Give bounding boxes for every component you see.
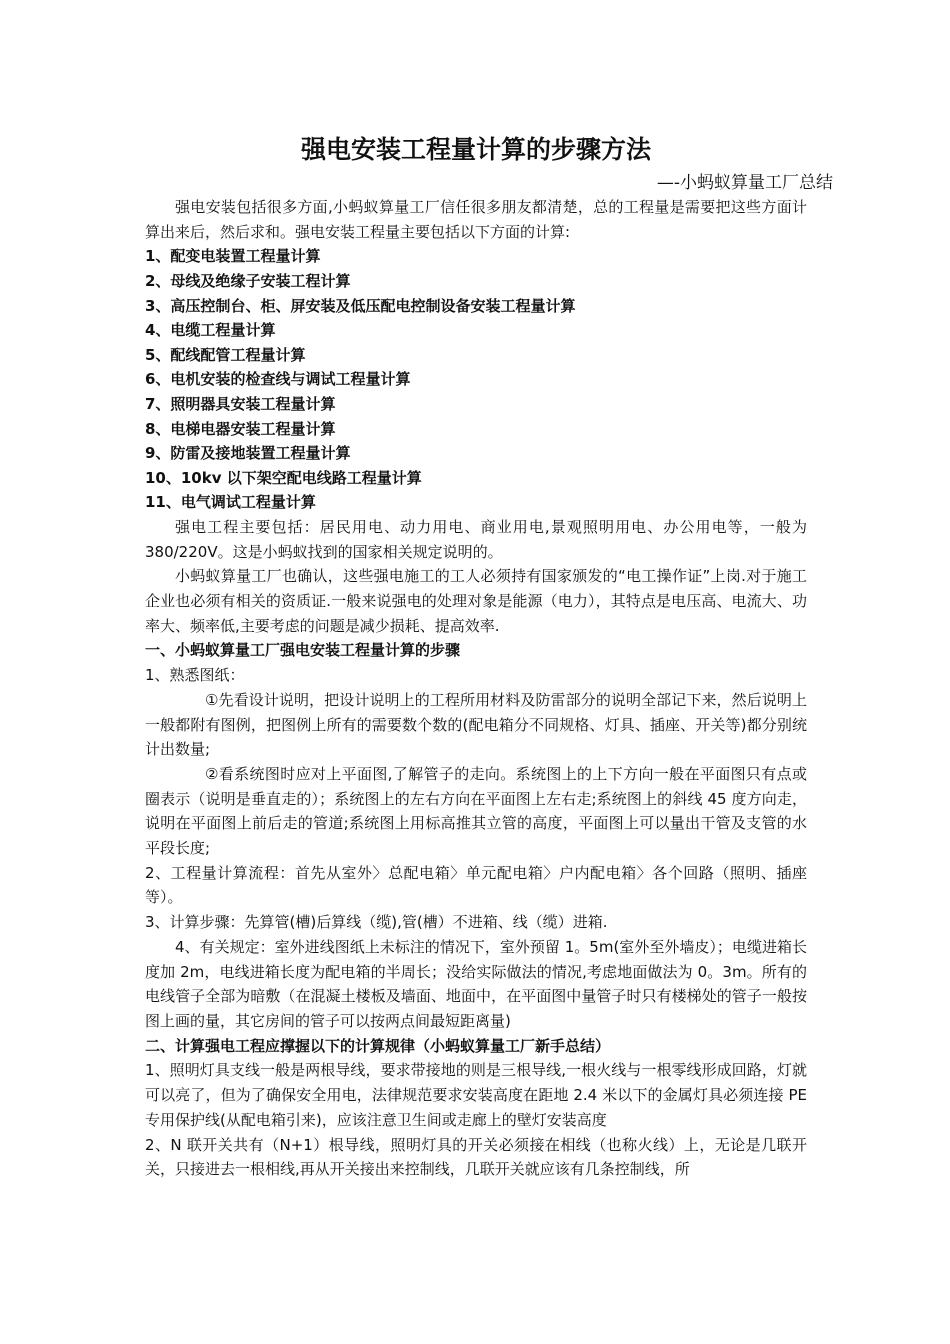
section-heading-rules: 二、计算强电工程应撑握以下的计算规律（小蚂蚁算量工厂新手总结） [145,1036,611,1055]
rule-2: 2、N 联开关共有（N+1）根导线，照明灯具的开关必须接在相线（也称火线）上，无论是几联开关，只接进去一根相线,再从开关接出来控制线，几联开关就应该有几条控制线，所 [145,1135,807,1179]
list-item: 3、高压控制台、柜、屏安装及低压配电控制设备安装工程量计算 [145,296,576,315]
intro-paragraph: 强电安装包括很多方面,小蚂蚁算量工厂信任很多朋友都清楚，总的工程量是需要把这些方面计算出来后，然后求和。强电安装工程量主要包括以下方面的计算: [145,198,807,241]
list-item: 8、电梯电器安装工程量计算 [145,419,336,438]
document-title: 强电安装工程量计算的步骤方法 [300,135,651,164]
list-item: 6、电机安装的检查线与调试工程量计算 [145,370,411,389]
list-item: 1、配变电装置工程量计算 [145,247,321,266]
certificate-paragraph: 小蚂蚁算量工厂也确认，这些强电施工的工人必须持有国家颁发的“电工操作证”上岗.对于施工企业也必须有相关的资质证.一般来说强电的处理对象是能源（电力），其特点是电压高、电流大、功率大、频率低,主要考虑的问题是减少损耗、提高效率. [145,567,807,635]
document-byline: —-小蚂蚁算量工厂总结 [656,173,833,193]
calculation-list [145,244,807,515]
list-item: 7、照明器具安装工程量计算 [145,394,336,413]
main-paragraph: 强电工程主要包括：居民用电、动力用电、商业用电,景观照明用电、办公用电等，一般为 380/220V。这是小蚂蚁找到的国家相关规定说明的。 [145,517,807,561]
section-heading-steps: 一、小蚂蚁算量工厂强电安装工程量计算的步骤 [145,641,461,660]
step-1b: ②看系统图时应对上平面图,了解管子的走向。系统图上的上下方向一般在平面图只有点或圈表示（说明是垂直走的）；系统图上的左右方向在平面图上左右走;系统图上的斜线 45 度方向走，说明在平面图上前后走的管道;系统图上用标高推其立管的高度，平面图上可以量出干管及支管的水平段长度; [145,764,807,858]
step-4: 4、有关规定：室外进线图纸上未标注的情况下，室外预留 1。5m(室外至外墙皮）；电缆进箱长度加 2m，电线进箱长度为配电箱的半周长；没给实际做法的情况,考虑地面做法为 0。3m。所有的电线管子全部为暗敷（在混凝土楼板及墙面、地面中，在平面图中量管子时只有楼梯处的管子一般按图上画的量，其它房间的管子可以按两点间最短距离量) [145,937,807,1030]
list-item: 2、母线及绝缘子安装工程计算 [145,272,351,290]
list-item: 5、配线配管工程量计算 [145,345,306,364]
list-item: 11、电气调试工程量计算 [145,493,316,512]
list-item: 9、防雷及接地装置工程量计算 [145,444,351,463]
step-2: 2、工程量计算流程：首先从室外〉总配电箱〉单元配电箱〉户内配电箱〉各个回路（照明、插座等）。 [145,863,807,907]
document-body [145,135,833,1182]
rule-1: 1、照明灯具支线一般是两根导线，要求带接地的则是三根导线,一根火线与一根零线形成回路，灯就可以亮了，但为了确保安全用电，法律规范要求安装高度在距地 2.4 米以下的金属灯具必须连接 PE 专用保护线(从配电箱引来)，应该注意卫生间或走廊上的壁灯安装高度 [145,1061,807,1129]
list-item: 10、10kv 以下架空配电线路工程量计算 [145,468,422,487]
step-1a: ①先看设计说明，把设计说明上的工程所用材料及防雷部分的说明全部记下来，然后说明上一般都附有图例，把图例上所有的需要数个数的(配电箱分不同规格、灯具、插座、开关等)都分别统计出数量; [145,690,807,759]
step-1: 1、熟悉图纸： [145,666,245,685]
list-item: 4、电缆工程量计算 [145,321,276,340]
step-3: 3、计算步骤：先算管(槽)后算线（缆),管(槽）不进箱、线（缆）进箱. [145,913,608,932]
